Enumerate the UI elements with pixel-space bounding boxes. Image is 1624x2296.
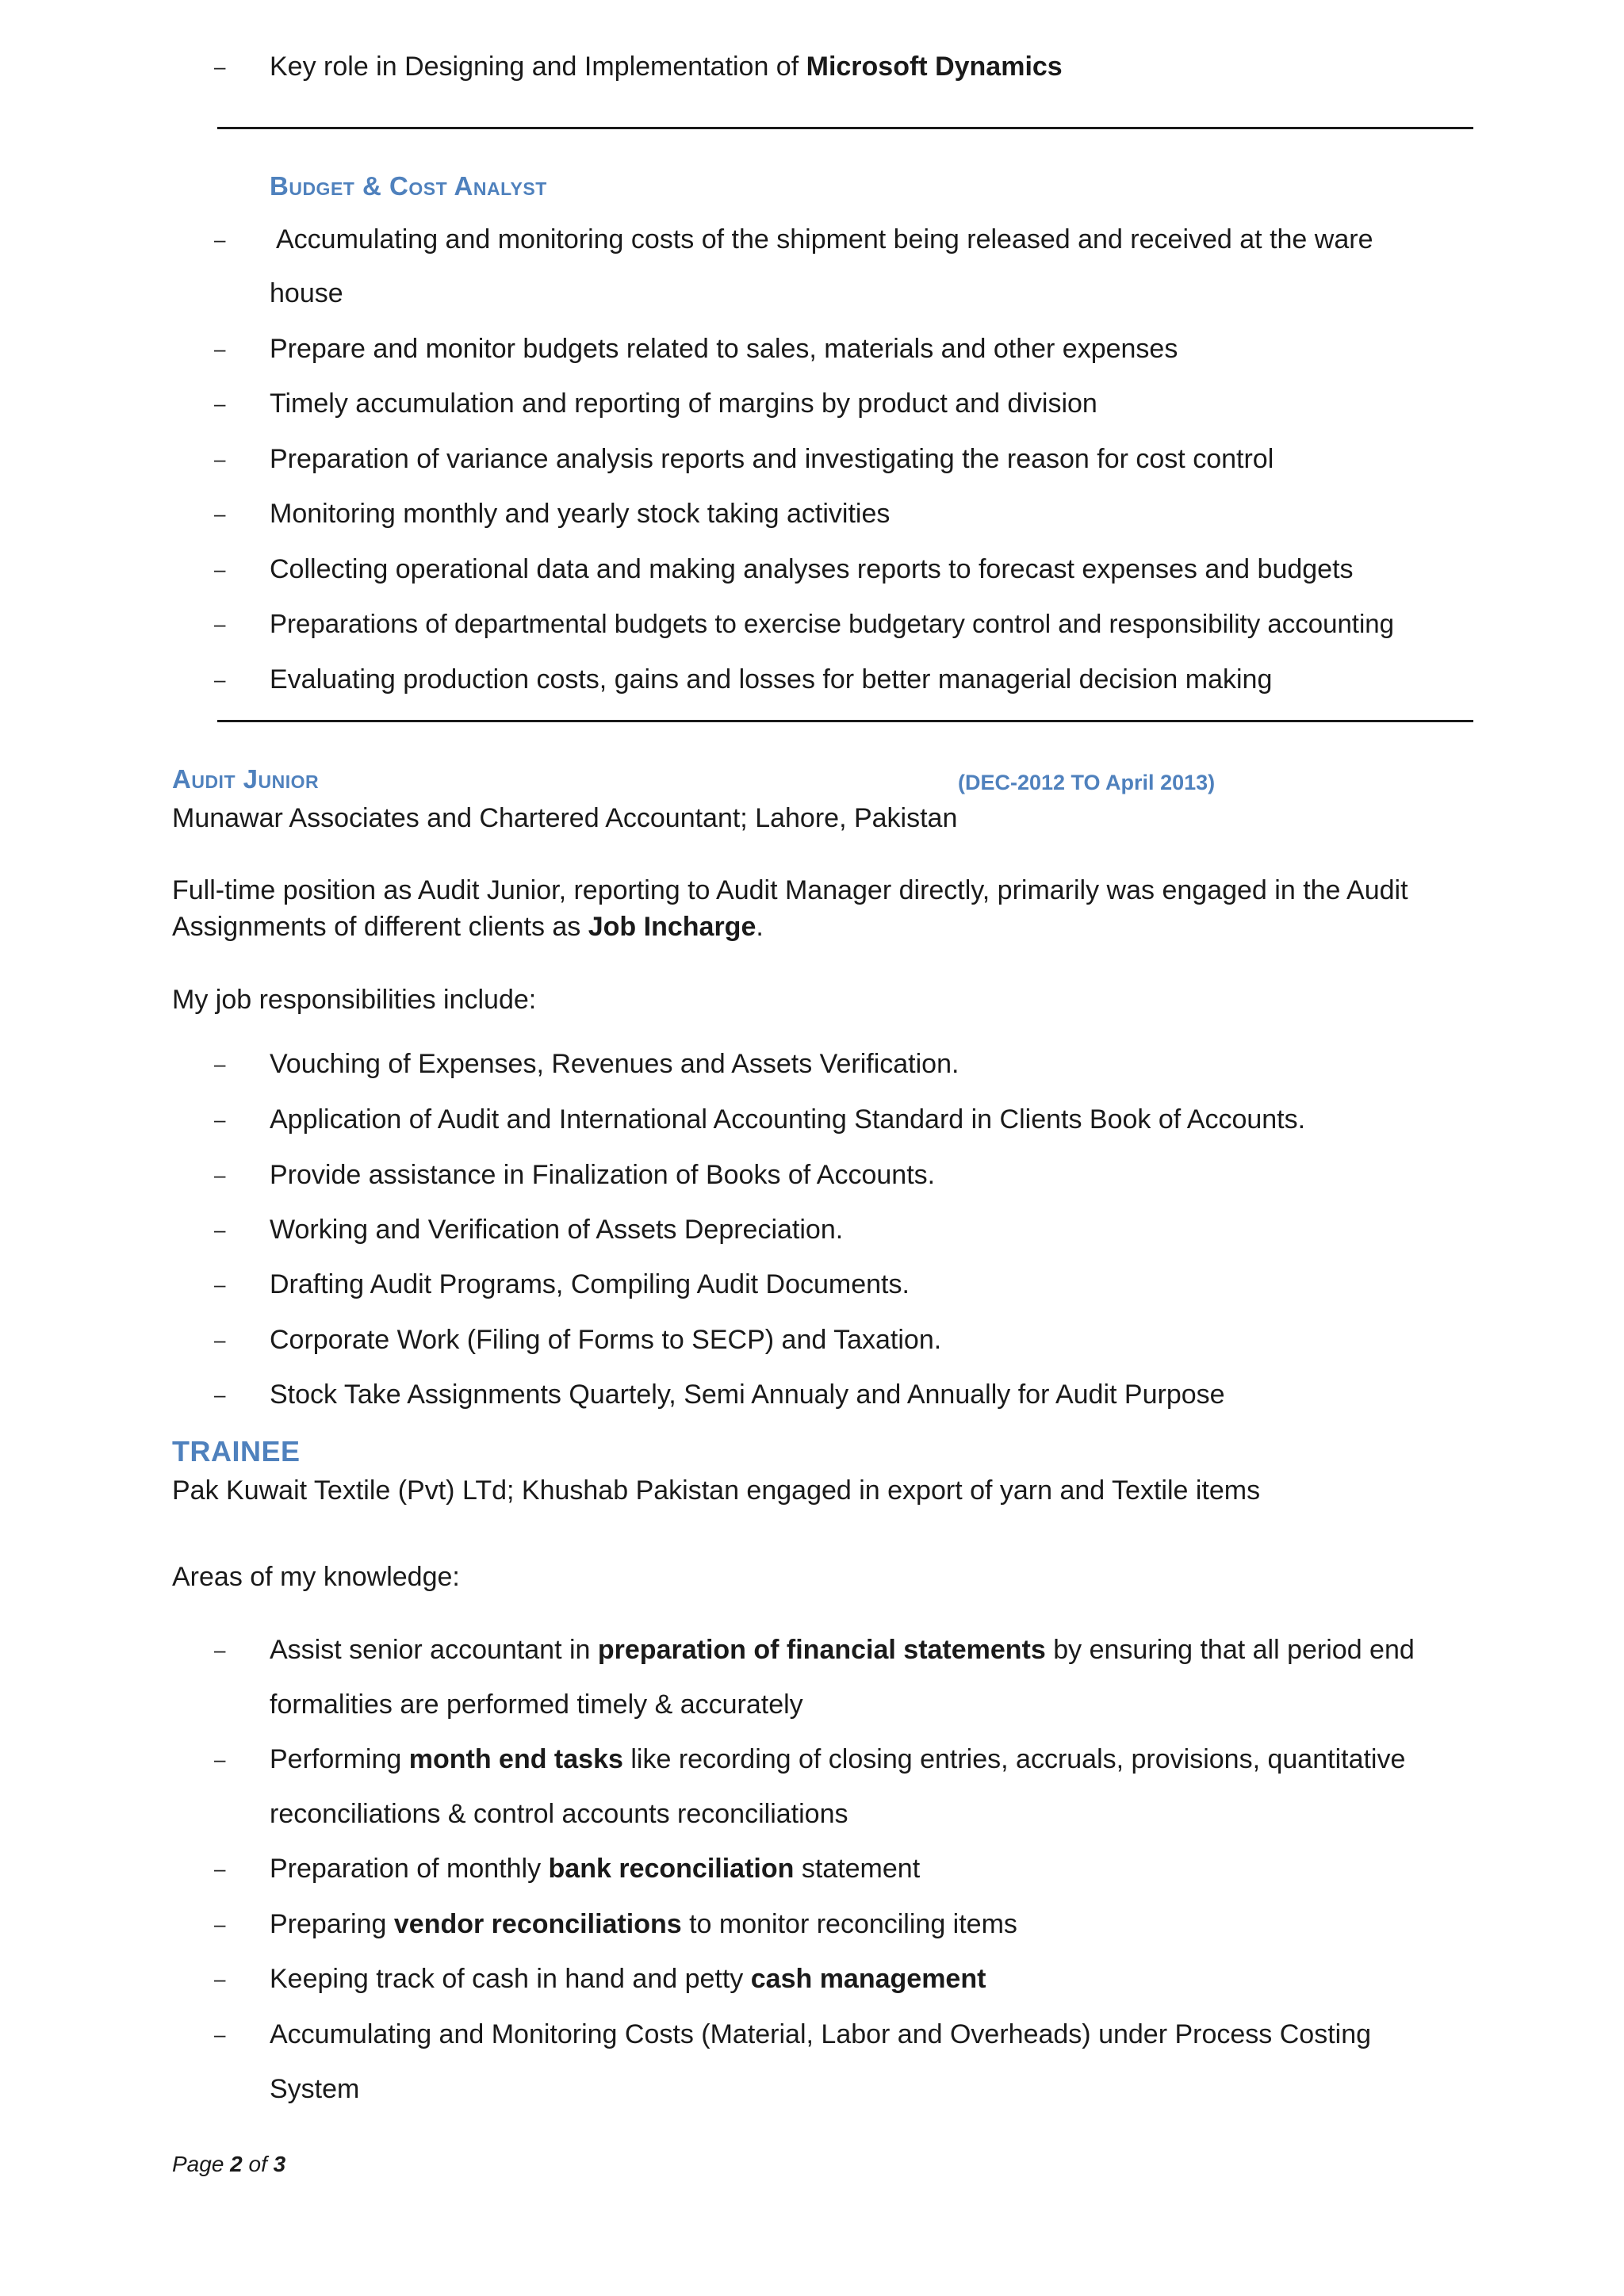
bullet-text: Monitoring monthly and yearly stock taking activities: [270, 499, 891, 529]
bullet-text: Preparing vendor reconciliations to monitor reconciling items: [270, 1909, 1017, 1939]
dash-bullet: –: [214, 1967, 226, 1991]
bullet-text: Performing month end tasks like recording of closing entries, accruals, provisions, quantitative: [270, 1744, 1406, 1774]
bullet-text: Drafting Audit Programs, Compiling Audit Documents.: [270, 1269, 910, 1299]
dash-bullet: –: [214, 612, 226, 636]
dash-bullet: –: [214, 55, 226, 78]
bullet-text: Accumulating and Monitoring Costs (Material, Labor and Overheads) under Process Costing: [270, 2019, 1372, 2049]
dash-bullet: –: [214, 1052, 226, 1076]
bullet-text: Working and Verification of Assets Depreciation.: [270, 1215, 844, 1245]
bullet-text: Preparation of monthly bank reconciliation statement: [270, 1854, 921, 1884]
dash-bullet: –: [214, 1108, 226, 1131]
dash-bullet: –: [214, 1638, 226, 1662]
bullet-text: Preparation of variance analysis reports and investigating the reason for cost control: [270, 444, 1274, 474]
trainee-heading: TRAINEE: [172, 1435, 301, 1468]
budget-heading-text: Budget & Cost Analyst: [270, 171, 547, 201]
bullet-text: Timely accumulation and reporting of margins by product and division: [270, 388, 1097, 419]
bullet-text: Corporate Work (Filing of Forms to SECP) and Taxation.: [270, 1325, 942, 1355]
dash-bullet: –: [214, 2022, 226, 2046]
areas-label: Areas of my knowledge:: [172, 1562, 460, 1592]
bullet-text: System: [270, 2074, 360, 2104]
audit-description: [172, 872, 1473, 945]
audit-date: (DEC-2012 TO April 2013): [958, 771, 1216, 794]
bullet-text: Application of Audit and International Accounting Standard in Clients Book of Accounts.: [270, 1104, 1306, 1135]
bullet-text: Stock Take Assignments Quartely, Semi Annualy and Annually for Audit Purpose: [270, 1380, 1225, 1410]
bullet-text: Preparations of departmental budgets to exercise budgetary control and responsibility accounting: [270, 609, 1395, 638]
responsibilities-label: My job responsibilities include:: [172, 985, 537, 1015]
bullet-text: house: [270, 278, 343, 308]
dash-bullet: –: [214, 1163, 226, 1187]
dash-bullet: –: [214, 1383, 226, 1406]
bullet-text: Keeping track of cash in hand and petty cash management: [270, 1964, 986, 1994]
description-line: Assignments of different clients as Job Incharge.: [172, 912, 764, 942]
bullet-text: Evaluating production costs, gains and losses for better managerial decision making: [270, 664, 1273, 695]
dash-bullet: –: [214, 1272, 226, 1296]
dash-bullet: –: [214, 337, 226, 361]
bullet-text: Assist senior accountant in preparation of financial statements by ensuring that all period end: [270, 1635, 1415, 1665]
bullet-text: Vouching of Expenses, Revenues and Assets Verification.: [270, 1049, 959, 1079]
dash-bullet: –: [214, 392, 226, 415]
bullet-text: Collecting operational data and making analyses reports to forecast expenses and budgets: [270, 554, 1354, 584]
bullet-text: reconciliations & control accounts reconciliations: [270, 1799, 848, 1829]
dash-bullet: –: [214, 1218, 226, 1242]
description-line: Full-time position as Audit Junior, reporting to Audit Manager directly, primarily was engaged in the Audit: [172, 875, 1408, 905]
dash-bullet: –: [214, 1747, 226, 1771]
bullet-text: Accumulating and monitoring costs of the shipment being released and received at the ware: [276, 224, 1373, 254]
dash-bullet: –: [214, 502, 226, 526]
dash-bullet: –: [214, 228, 226, 251]
budget-heading: [270, 171, 547, 201]
audit-heading-text: Audit Junior: [172, 764, 320, 794]
audit-heading: [172, 764, 319, 794]
dash-bullet: –: [214, 447, 226, 471]
dash-bullet: –: [214, 1328, 226, 1352]
audit-company: Munawar Associates and Chartered Accountant; Lahore, Pakistan: [172, 803, 958, 833]
bullet-text: Prepare and monitor budgets related to sales, materials and other expenses: [270, 334, 1178, 364]
bullet-text: Key role in Designing and Implementation of Microsoft Dynamics: [270, 52, 1063, 82]
divider-rule: [217, 720, 1473, 722]
dash-bullet: –: [214, 1912, 226, 1936]
divider-rule: [217, 127, 1473, 129]
dash-bullet: –: [214, 557, 226, 581]
dash-bullet: –: [214, 1857, 226, 1881]
bullet-text: formalities are performed timely & accurately: [270, 1689, 803, 1720]
bullet-text: Provide assistance in Finalization of Books of Accounts.: [270, 1160, 936, 1190]
dash-bullet: –: [214, 668, 226, 691]
page-number: Page 2 of 3: [172, 2152, 286, 2176]
trainee-company: Pak Kuwait Textile (Pvt) LTd; Khushab Pakistan engaged in export of yarn and Textile items: [172, 1475, 1261, 1506]
